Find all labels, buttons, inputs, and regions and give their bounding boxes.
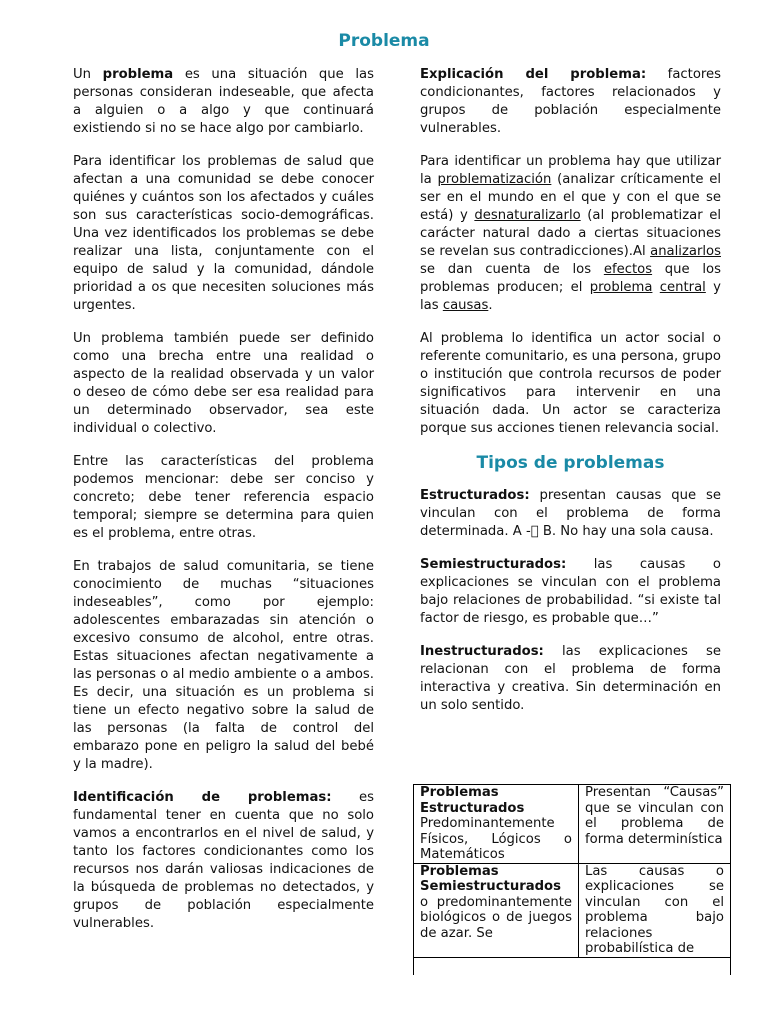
table-cell-type: Problemas Semiestructurados o predominantemente biológicos o de juegos de azar. Se — [414, 863, 579, 957]
table-cell-type: Problemas Estructurados Predominantemente Físicos, Lógicos o Matemáticos — [414, 785, 579, 863]
right-column — [420, 66, 721, 730]
paragraph-identify-health: Para identificar los problemas de salud que afectan a una comunidad se debe conocer quiénes y cuántos son los afectados y cuáles son sus características socio-demográficas. Una vez identificados los problemas se debe realizar una lista, conjuntamente con el equipo de salud y la comunidad, dándole prioridad a os que necesiten soluciones más urgentes. — [73, 154, 374, 313]
table-row — [414, 863, 730, 957]
paragraph-social-actor: Al problema lo identifica un actor social o referente comunitario, es una persona, grupo o institución que controla recursos de poder significativos para intervenir en una situación dada. Un actor se caracteriza porque sus acciones tienen relevancia social. — [420, 331, 721, 436]
section-heading-types: Tipos de problemas — [476, 453, 665, 473]
page-title: Problema — [338, 31, 430, 51]
paragraph-community-health: En trabajos de salud comunitaria, se tiene conocimiento de muchas “situaciones indeseables”, como por ejemplo: adolescentes embarazadas sin atención o excesivo consumo de alcohol, entre otras. Estas situaciones afectan negativamente a las personas o al medio ambiente o a ambos. Es decir, una situación es un problema si tiene un efecto negativo sobre la salud de las personas (la falta de control del embarazo pone en peligro la salud del bebé y la madre). — [73, 559, 374, 772]
table-cell-description: Las causas o explicaciones se vinculan con el problema bajo relaciones probabilística de — [579, 863, 731, 957]
paragraph-unstructured: Inestructurados: las explicaciones se relacionan con el problema de forma interactiva y creativa. Sin determinación en un solo sentido. — [420, 644, 721, 713]
problem-types-table — [413, 784, 731, 975]
paragraph-identification: Identificación de problemas: es fundamental tener en cuenta que no solo vamos a encontrarlos en el nivel de salud, y tanto los factores condicionantes como los recursos nos darán valiosas indicaciones de la búsqueda de problemas no detectados, y grupos de población especialmente vulnerables. — [73, 790, 374, 931]
paragraph-definition: Un problema es una situación que las personas consideran indeseable, que afecta a alguien o a algo y que continuará existiendo si no se hace algo por cambiarlo. — [73, 67, 375, 136]
paragraph-gap-definition: Un problema también puede ser definido como una brecha entre una realidad o aspecto de la realidad observada y un valor o deseo de cómo debe ser esa realidad para un determinado observador, sea este individual o colectivo. — [73, 331, 374, 436]
left-column — [73, 66, 374, 948]
paragraph-characteristics: Entre las características del problema podemos mencionar: debe ser conciso y concreto; debe tener referencia espacio temporal; siempre se determina para quien es el problema, entre otras. — [73, 454, 374, 541]
paragraph-problematization: Para identificar un problema hay que utilizar la problematización (analizar críticamente el ser en el mundo en el que y con el que se está) y desnaturalizarlo (al problematizar el carácter natural dado a ciertas situaciones se revelan sus contradicciones).Al analizarlos se dan cuenta de los efectos que los problemas producen; el problema central y las causas. — [420, 154, 721, 313]
paragraph-structured: Estructurados: presentan causas que se vinculan con el problema de forma determinada. A -  B. No hay una sola causa. — [420, 488, 721, 539]
table-row — [414, 785, 730, 863]
paragraph-explanation: Explicación del problema: factores condicionantes, factores relacionados y grupos de población especialmente vulnerables. — [420, 67, 722, 136]
table-cell-description: Presentan “Causas” que se vinculan con el problema de forma determinística — [579, 785, 731, 863]
paragraph-semistructured: Semiestructurados: las causas o explicaciones se vinculan con el problema bajo relaciones de probabilidad. “si existe tal factor de riesgo, es probable que…” — [420, 557, 721, 626]
